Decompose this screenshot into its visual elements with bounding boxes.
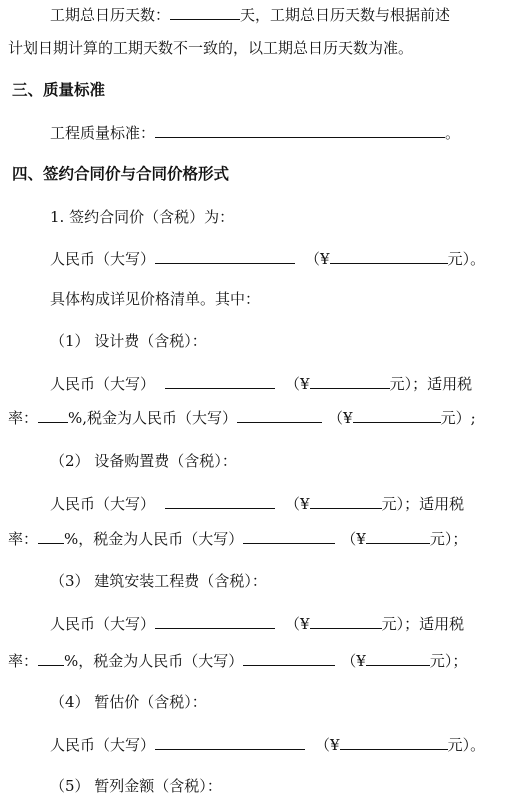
provisional-amount-label: （5） 暂列金额（含税）： xyxy=(50,777,222,795)
equipment-fee-words-blank[interactable] xyxy=(165,493,275,509)
provisional-sum-line: 人民币（大写） （¥ 元）。 xyxy=(50,736,486,754)
construction-fee-label: （3） 建筑安装工程费（含税）： xyxy=(50,572,267,590)
construction-fee-tax-amount-blank[interactable] xyxy=(366,650,430,666)
construction-fee-tax-line: 率： %，税金为人民币（大写） （¥ 元）； xyxy=(8,652,468,670)
equipment-fee-amount-blank[interactable] xyxy=(310,493,382,509)
duration-label: 工期总日历天数： xyxy=(50,6,171,24)
price-breakdown-note: 具体构成详见价格清单。其中： xyxy=(50,290,261,308)
quality-standard-end: 。 xyxy=(445,124,461,142)
provisional-sum-words-blank[interactable] xyxy=(155,734,305,750)
equipment-fee-tax-words-blank[interactable] xyxy=(243,528,335,544)
provisional-sum-amount-blank[interactable] xyxy=(340,734,448,750)
design-fee-amount-blank[interactable] xyxy=(310,373,390,389)
design-fee-words-blank[interactable] xyxy=(165,373,275,389)
duration-days-blank[interactable] xyxy=(170,4,240,20)
design-fee-tax-words-blank[interactable] xyxy=(237,407,322,423)
duration-text: 天，工期总日历天数与根据前述 xyxy=(240,6,451,24)
equipment-fee-tax-line: 率： %，税金为人民币（大写） （¥ 元）； xyxy=(8,530,468,548)
construction-fee-amount-blank[interactable] xyxy=(310,613,382,629)
contract-price-words-blank[interactable] xyxy=(155,248,295,264)
design-fee-label: （1） 设计费（含税）： xyxy=(50,332,207,350)
contract-price-amount-blank[interactable] xyxy=(330,248,448,264)
equipment-fee-label: （2） 设备购置费（含税）： xyxy=(50,452,237,470)
duration-line xyxy=(50,4,450,25)
construction-fee-words-blank[interactable] xyxy=(155,613,275,629)
design-fee-tax-amount-blank[interactable] xyxy=(353,407,441,423)
duration-note: 计划日期计算的工期天数不一致的，以工期总日历天数为准。 xyxy=(8,39,414,57)
provisional-sum-label: （4） 暂估价（含税）： xyxy=(50,693,207,711)
yuan-end: 元）。 xyxy=(447,250,486,268)
equipment-fee-line: 人民币（大写） （¥ 元）；适用税 xyxy=(50,495,465,513)
contract-price-label: 1. 签约合同价（含税）为： xyxy=(50,208,235,226)
yen-label: （¥ xyxy=(305,250,330,268)
equipment-fee-tax-rate-blank[interactable] xyxy=(38,528,64,544)
design-fee-tax-line: 率： %,税金为人民币（大写） （¥ 元）; xyxy=(8,409,476,427)
quality-standard-line xyxy=(50,122,460,143)
section-contract-price-heading: 四、签约合同价与合同价格形式 xyxy=(12,165,230,183)
design-fee-tax-rate-blank[interactable] xyxy=(38,407,68,423)
construction-fee-tax-rate-blank[interactable] xyxy=(38,650,64,666)
rmb-words-label: 人民币（大写） xyxy=(50,250,156,268)
equipment-fee-tax-amount-blank[interactable] xyxy=(366,528,430,544)
construction-fee-line: 人民币（大写） （¥ 元）；适用税 xyxy=(50,615,465,633)
quality-standard-label: 工程质量标准： xyxy=(50,124,156,142)
design-fee-line: 人民币（大写） （¥ 元）；适用税 xyxy=(50,375,473,393)
construction-fee-tax-words-blank[interactable] xyxy=(243,650,335,666)
contract-price-line xyxy=(50,248,485,269)
quality-standard-blank[interactable] xyxy=(155,122,445,138)
section-quality-heading: 三、质量标准 xyxy=(12,81,106,99)
